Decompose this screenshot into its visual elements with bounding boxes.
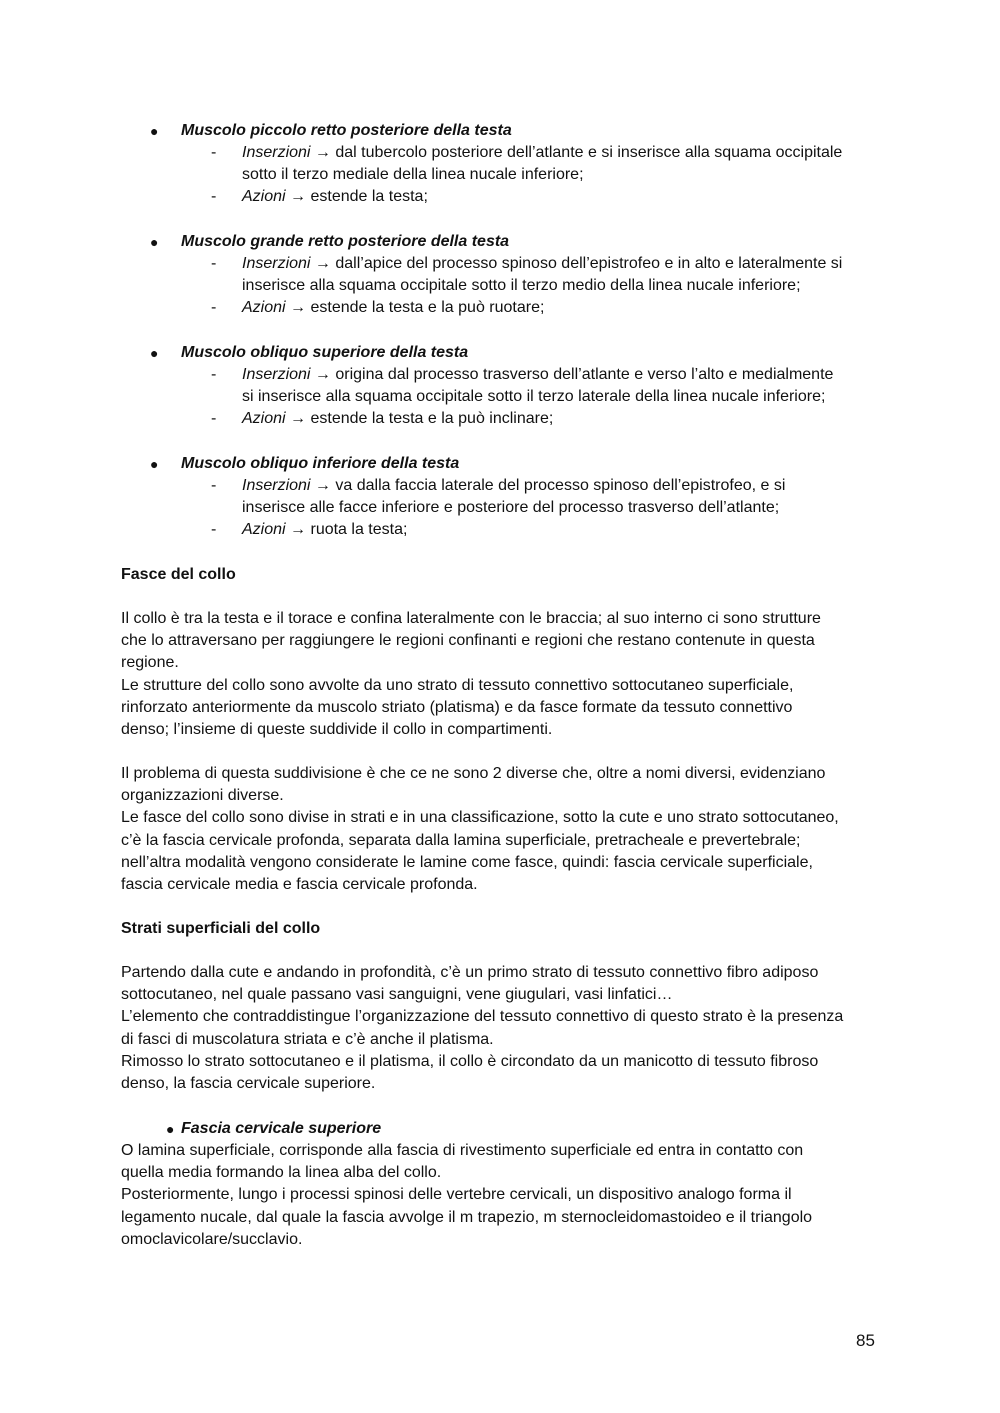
bullet-icon: ● [150, 123, 159, 139]
subsection-title: Fascia cervicale superiore [181, 1120, 382, 1137]
paragraph [121, 1140, 891, 1251]
actions-line [242, 408, 553, 430]
text-line: che lo attraversano per raggiungere le regioni confinanti e regioni che restano contenute in questa [121, 632, 815, 650]
dash-marker: - [211, 299, 217, 316]
insertions-label: Inserzioni → [242, 144, 331, 161]
insertions-line [242, 142, 842, 164]
bullet-icon: ● [150, 456, 159, 472]
insertions-text: dal tubercolo posteriore dell’atlante e si inserisce alla squama occipitale [335, 144, 843, 161]
dash-marker: - [211, 366, 217, 383]
text-line: nell’altra modalità vengono considerate le lamine come fasce, quindi: fascia cervicale superficiale, [121, 853, 813, 871]
dash-marker: - [211, 188, 217, 205]
insertions-line [242, 253, 842, 275]
text-line: sottocutaneo, nel quale passano vasi sanguigni, vene giugulari, vasi linfatici… [121, 986, 673, 1004]
paragraph [121, 608, 891, 741]
insertions-line [242, 475, 785, 497]
actions-label: Azioni → [242, 521, 307, 538]
text-line: Le fasce del collo sono divise in strati e in una classificazione, sotto la cute e uno strato sottocutaneo, [121, 809, 839, 827]
text-line: rinforzato anteriormente da muscolo striato (platisma) e da fasce formate da tessuto connettivo [121, 698, 793, 716]
text-line: legamento nucale, dal quale la fascia avvolge il m trapezio, m sternocleidomastoideo e il triangolo [121, 1208, 813, 1226]
text-line: Il problema di questa suddivisione è che ce ne sono 2 diverse che, oltre a nomi diversi, evidenziano [121, 765, 826, 782]
actions-label: Azioni → [242, 299, 307, 316]
text-line: di fasci di muscolatura striata e c’è anche il platisma. [121, 1030, 494, 1048]
insertions-line [242, 364, 833, 386]
text-line: Le strutture del collo sono avvolte da uno strato di tessuto connettivo sottocutaneo superficiale, [121, 676, 794, 694]
page-number: 85 [856, 1331, 875, 1350]
text-line: c’è la fascia cervicale profonda, separata dalla lamina superficiale, pretracheale e prevertebrale; [121, 831, 801, 849]
dash-marker: - [211, 521, 217, 538]
text-line: omoclavicolare/succlavio. [121, 1230, 303, 1248]
actions-text: estende la testa e la può ruotare; [310, 299, 545, 316]
muscle-title: Muscolo obliquo superiore della testa [181, 344, 469, 361]
insertions-text: inserisce alle facce inferiore e posteriore del processo trasverso dell’atlante; [242, 499, 780, 516]
dash-marker: - [211, 410, 217, 427]
section-heading-strati: Strati superficiali del collo [121, 920, 321, 937]
section-heading-fasce: Fasce del collo [121, 566, 236, 583]
dash-marker: - [211, 255, 217, 272]
actions-line [242, 186, 428, 208]
muscle-entry [0, 453, 1000, 541]
insertions-text: inserisce alla squama occipitale sotto il terzo medio della linea nucale inferiore; [242, 277, 801, 294]
muscle-entry [0, 231, 1000, 319]
text-line: Il collo è tra la testa e il torace e confina lateralmente con le braccia; al suo interno ci sono strutture [121, 610, 821, 627]
actions-label: Azioni → [242, 410, 307, 427]
bullet-icon: ● [150, 234, 159, 250]
actions-line [242, 297, 544, 319]
muscle-entry [0, 342, 1000, 430]
insertions-text: si inserisce alla squama occipitale sotto il terzo laterale della linea nucale inferiore; [242, 388, 826, 405]
actions-label: Azioni → [242, 188, 307, 205]
text-line: Partendo dalla cute e andando in profondità, c’è un primo strato di tessuto connettivo fibro adiposo [121, 964, 819, 981]
insertions-label: Inserzioni → [242, 255, 331, 272]
actions-line [242, 519, 407, 541]
bullet-icon: ● [150, 345, 159, 361]
insertions-label: Inserzioni → [242, 366, 331, 383]
text-line: Rimosso lo strato sottocutaneo e il platisma, il collo è circondato da un manicotto di tessuto fibroso [121, 1052, 819, 1070]
muscle-entry [0, 120, 1000, 208]
text-line: fascia cervicale media e fascia cervicale profonda. [121, 876, 478, 894]
actions-text: estende la testa e la può inclinare; [310, 410, 554, 427]
insertions-text: dall’apice del processo spinoso dell’epistrofeo e in alto e lateralmente si [335, 255, 843, 272]
text-line: organizzazioni diverse. [121, 787, 284, 805]
actions-text: ruota la testa; [310, 521, 408, 538]
subsection-heading [0, 1118, 1000, 1140]
dash-marker: - [211, 477, 217, 494]
insertions-text: va dalla faccia laterale del processo spinoso dell’epistrofeo, e si [335, 477, 786, 494]
muscle-title: Muscolo obliquo inferiore della testa [181, 455, 460, 472]
paragraph [121, 763, 891, 896]
text-line: Posteriormente, lungo i processi spinosi delle vertebre cervicali, un dispositivo analogo forma il [121, 1186, 792, 1204]
insertions-text: origina dal processo trasverso dell’atlante e verso l’alto e medialmente [335, 366, 834, 383]
text-line: regione. [121, 654, 179, 672]
muscle-title: Muscolo piccolo retto posteriore della testa [181, 122, 512, 139]
text-line: denso; l’insieme di queste suddivide il collo in compartimenti. [121, 721, 553, 739]
text-line: quella media formando la linea alba del collo. [121, 1164, 442, 1182]
text-line: L’elemento che contraddistingue l’organizzazione del tessuto connettivo di questo strato è la presenza [121, 1008, 844, 1026]
muscle-title: Muscolo grande retto posteriore della testa [181, 233, 510, 250]
insertions-label: Inserzioni → [242, 477, 331, 494]
bullet-icon: ● [166, 1121, 175, 1137]
text-line: O lamina superficiale, corrisponde alla fascia di rivestimento superficiale ed entra in contatto con [121, 1142, 804, 1159]
paragraph [121, 962, 891, 1095]
insertions-text: sotto il terzo mediale della linea nucale inferiore; [242, 166, 584, 183]
actions-text: estende la testa; [310, 188, 428, 205]
text-line: denso, la fascia cervicale superiore. [121, 1075, 376, 1093]
dash-marker: - [211, 144, 217, 161]
